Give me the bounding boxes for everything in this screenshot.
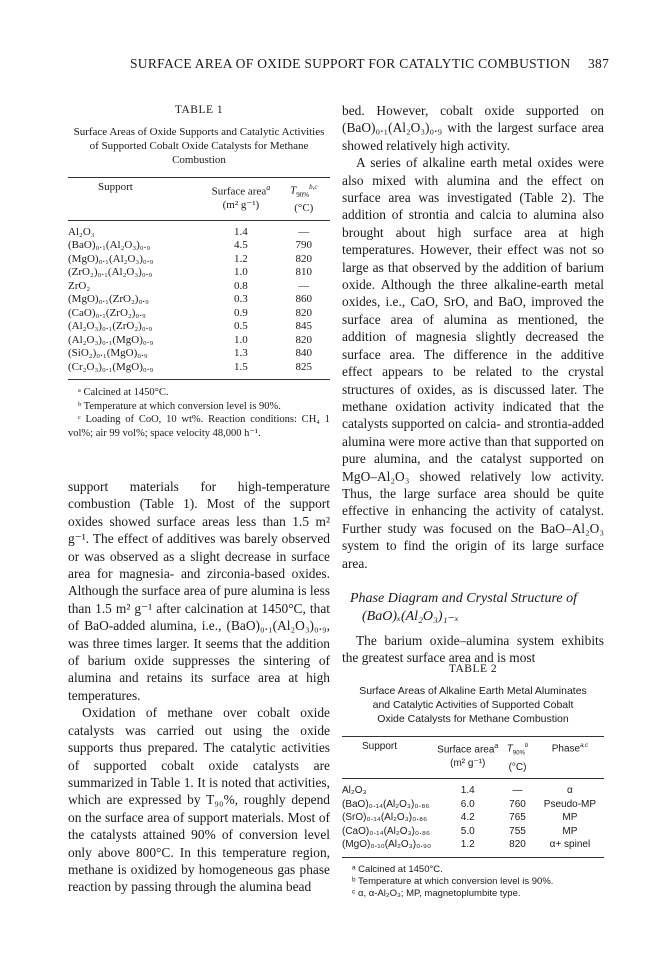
subheading-line-1: Phase Diagram and Crystal Structure of bbox=[350, 590, 577, 606]
table2-col-t90: $T_{90\%}^b$ (°C) bbox=[506, 743, 529, 773]
table-cell-t90: 825 bbox=[278, 361, 330, 380]
table-cell-t90: 810 bbox=[295, 266, 313, 279]
right-paragraph-3: The barium oxide–alumina system exhibits the greatest surface area and is most bbox=[342, 632, 604, 666]
table-cell-area: 1.2 bbox=[234, 252, 248, 265]
table-cell-area: 0.9 bbox=[234, 306, 248, 319]
right-body-text bbox=[342, 102, 604, 667]
table1-label: TABLE 1 bbox=[174, 104, 224, 116]
table-row bbox=[68, 253, 330, 267]
left-paragraph-1: support materials for high-temperature combustion (Table 1). Most of the support oxides showed surface areas less than 1.5 m² g⁻¹. The effect of additives was barely observed or was observed as a slight decrease in surface area for magnesia- and zirconia-based oxides. Although the surface area of pure alumina is less than 1.5 m² g⁻¹ after calcination at 1450°C, that of BaO-added alumina, i.e., (BaO)₀.₁(Al₂O₃)₀.₉, was three times larger. It seems that the addition of barium oxide suppresses the sintering of alumina and retains its surface area at high temperatures. bbox=[68, 479, 330, 703]
table-row bbox=[342, 779, 604, 798]
table2-col-phase: Phase$^{a,c}$ bbox=[551, 743, 589, 755]
table-cell-support: (SiO₂)₀.₁(MgO)₀.₉ bbox=[68, 347, 148, 360]
table-cell-support: (BaO)₀.₁(Al₂O₃)₀.₉ bbox=[68, 239, 151, 252]
table-cell-area: 5.0 bbox=[460, 825, 475, 837]
table2-footnote-a: ᵃ Calcined at 1450°C. bbox=[352, 863, 443, 875]
table-row bbox=[68, 220, 330, 239]
right-paragraph-2: A series of alkaline earth metal oxides were also mixed with alumina and the effect on surface area was investigated (Table 2). The addition of strontia and calcia to alumina also brought about high surface area at high temperatures. However, their effect was not so large as that observed by the addition of barium oxide. Although the three alkaline-earth metal oxides, i.e., CaO, SrO, and BaO, improved the surface area of alumina as mentioned, the addition of magnesia slightly decreased the surface area. The difference in the additive effect appears to be related to the crystal structures of oxides, as is discussed later. The methane oxidation activity indicated that the catalysts supported on calcia- and strontia-added alumina were more active than that supported on pure alumina, and the catalyst supported on MgO–Al₂O₃ showed relatively low activity. Thus, the large surface area should be quite effective in enhancing the activity of catalyst. Further study was focused on the BaO–Al₂O₃ system to find the origin of its large surface area. bbox=[342, 155, 604, 571]
table-cell-t90: — bbox=[298, 279, 310, 292]
table2-footnotes bbox=[342, 864, 604, 900]
table1-col-t90: $T_{90\%}^{b,c}$ (°C) bbox=[290, 183, 318, 215]
table-row bbox=[342, 811, 604, 825]
table-cell-t90: 790 bbox=[295, 239, 313, 252]
table-cell-area: 4.2 bbox=[460, 812, 475, 824]
table-cell-support: (BaO)₀.₁₄(Al₂O₃)₀.₈₆ bbox=[342, 798, 430, 810]
table-cell-t90: — bbox=[298, 225, 310, 238]
table-row bbox=[68, 361, 330, 380]
table-cell-support: (SrO)₀.₁₄(Al₂O₃)₀.₈₆ bbox=[342, 812, 428, 824]
table-cell-support: Al₂O₃ bbox=[68, 225, 95, 238]
table2-caption: Surface Areas of Alkaline Earth Metal Aluminates and Catalytic Activities of Supported Cobalt Oxide Catalysts for Methane Combustion bbox=[359, 685, 587, 725]
table-cell-t90: 820 bbox=[295, 306, 313, 319]
table-row bbox=[68, 293, 330, 307]
table-cell-t90: — bbox=[512, 785, 523, 797]
table-cell-phase: MP bbox=[562, 825, 578, 837]
table1-col-support: Support bbox=[98, 181, 133, 193]
table-cell-t90: 860 bbox=[295, 293, 313, 306]
table-cell-area: 4.5 bbox=[234, 239, 248, 252]
left-body-text bbox=[68, 478, 330, 896]
table-cell-support: (MgO)₀.₁(Al₂O₃)₀.₉ bbox=[68, 252, 154, 265]
subheading-line-2: (BaO)ₓ(Al₂O₃)₁₋ₓ bbox=[362, 608, 459, 624]
table-cell-area: 0.3 bbox=[234, 293, 248, 306]
table2-header-row bbox=[342, 737, 604, 779]
table-row bbox=[68, 347, 330, 361]
table1-footnote-b: ᵇ Temperature at which conversion level is 90%. bbox=[78, 400, 281, 412]
table1-caption-block bbox=[68, 103, 330, 167]
table-cell-support: ZrO₂ bbox=[68, 279, 91, 292]
table-cell-area: 1.5 bbox=[204, 361, 277, 380]
table-cell-support: (ZrO₂)₀.₁(Al₂O₃)₀.₉ bbox=[68, 266, 153, 279]
table-cell-area: 6.0 bbox=[460, 798, 475, 810]
running-header bbox=[0, 54, 672, 76]
table-cell-area: 1.3 bbox=[234, 347, 248, 360]
table2-footnote-c: ᶜ α, α-Al₂O₃; MP, magnetoplumbite type. bbox=[352, 887, 521, 899]
table2 bbox=[342, 736, 604, 858]
page-number: 387 bbox=[588, 56, 610, 71]
table-cell-area: 0.5 bbox=[234, 320, 248, 333]
table1-footnote-a: ᵃ Calcined at 1450°C. bbox=[78, 387, 169, 399]
table2-caption-block bbox=[342, 662, 604, 726]
table-cell-support: (Cr₂O₃)₀.₁(MgO)₀.₉ bbox=[68, 361, 204, 380]
table2-col-surface-area: Surface area$^a$ (m² g⁻¹) bbox=[437, 743, 499, 769]
table-cell-support: (CaO)₀.₁(ZrO₂)₀.₉ bbox=[68, 306, 146, 319]
table-cell-t90: 840 bbox=[295, 347, 313, 360]
table-row bbox=[68, 280, 330, 294]
table1-col-surface-area: Surface area$^a$ (m² g⁻¹) bbox=[211, 183, 271, 212]
table-cell-area: 1.0 bbox=[234, 333, 248, 346]
table2-block bbox=[342, 662, 604, 900]
table2-label: TABLE 2 bbox=[448, 663, 498, 675]
left-paragraph-2: Oxidation of methane over cobalt oxide catalysts was carried out using the oxide supports thus prepared. The catalytic activities of supported cobalt oxide catalysts are summarized in Table 1. It is noted that activities, which are expressed by T₉₀%, roughly depend on the surface area of support materials. Most of the catalysts attained 90% of conversion level only above 800°C. In this temperature region, methane is oxidized by homogeneous gas phase reaction by passing through the alumina bead bbox=[68, 705, 330, 895]
table-cell-area: 1.2 bbox=[436, 838, 499, 857]
table-cell-area: 1.4 bbox=[460, 785, 475, 797]
table-row bbox=[342, 825, 604, 839]
table1 bbox=[68, 177, 330, 380]
table-cell-phase: MP bbox=[562, 812, 578, 824]
table2-col-support: Support bbox=[362, 741, 398, 752]
left-column bbox=[68, 103, 330, 440]
table-cell-t90: 820 bbox=[295, 252, 313, 265]
table2-footnote-b: ᵇ Temperature at which conversion level is 90%. bbox=[352, 875, 554, 887]
section-subheading bbox=[350, 590, 604, 626]
table-cell-area: 0.8 bbox=[234, 279, 248, 292]
table-row bbox=[68, 334, 330, 348]
table-cell-support: (Al₂O₃)₀.₁(MgO)₀.₉ bbox=[68, 333, 154, 346]
table-cell-phase: α+ spinel bbox=[536, 838, 604, 857]
table1-footnotes bbox=[68, 386, 330, 440]
table-row bbox=[68, 307, 330, 321]
table-cell-t90: 765 bbox=[509, 812, 526, 824]
table-cell-support: (CaO)₀.₁₄(Al₂O₃)₀.₈₆ bbox=[342, 825, 430, 837]
running-title: SURFACE AREA OF OXIDE SUPPORT FOR CATALYTIC COMBUSTION bbox=[130, 56, 571, 71]
table-cell-area: 1.0 bbox=[234, 266, 248, 279]
table-cell-support: (Al₂O₃)₀.₁(ZrO₂)₀.₉ bbox=[68, 320, 153, 333]
table-row bbox=[68, 239, 330, 253]
right-paragraph-1: bed. However, cobalt oxide supported on (BaO)₀.₁(Al₂O₃)₀.₉ with the largest surface area showed relatively high activity. bbox=[342, 103, 604, 153]
table-cell-phase: α bbox=[567, 785, 573, 797]
table-cell-support: (MgO)₀.₁₀(Al₂O₃)₀.₉₀ bbox=[342, 838, 436, 857]
table-cell-t90: 845 bbox=[295, 320, 313, 333]
table-row bbox=[342, 798, 604, 812]
table1-header-row bbox=[68, 178, 330, 221]
table-cell-support: (MgO)₀.₁(ZrO₂)₀.₉ bbox=[68, 293, 149, 306]
table-cell-area: 1.4 bbox=[234, 225, 248, 238]
table-cell-t90: 820 bbox=[295, 333, 313, 346]
table1-caption: Surface Areas of Oxide Supports and Catalytic Activities of Supported Cobalt Oxide Catalysts for Methane Combustion bbox=[73, 126, 325, 166]
table-cell-t90: 755 bbox=[509, 825, 526, 837]
table1-footnote-c: ᶜ Loading of CoO, 10 wt%. Reaction conditions: CH₄ 1 vol%; air 99 vol%; space velocity 48,000 h⁻¹. bbox=[68, 414, 330, 439]
table-row bbox=[342, 838, 604, 857]
table-cell-support: Al₂O₃ bbox=[342, 785, 367, 797]
table-cell-phase: Pseudo-MP bbox=[543, 798, 597, 810]
table-cell-t90: 820 bbox=[499, 838, 536, 857]
table-row bbox=[68, 320, 330, 334]
table-cell-t90: 760 bbox=[509, 798, 526, 810]
table-row bbox=[68, 266, 330, 280]
